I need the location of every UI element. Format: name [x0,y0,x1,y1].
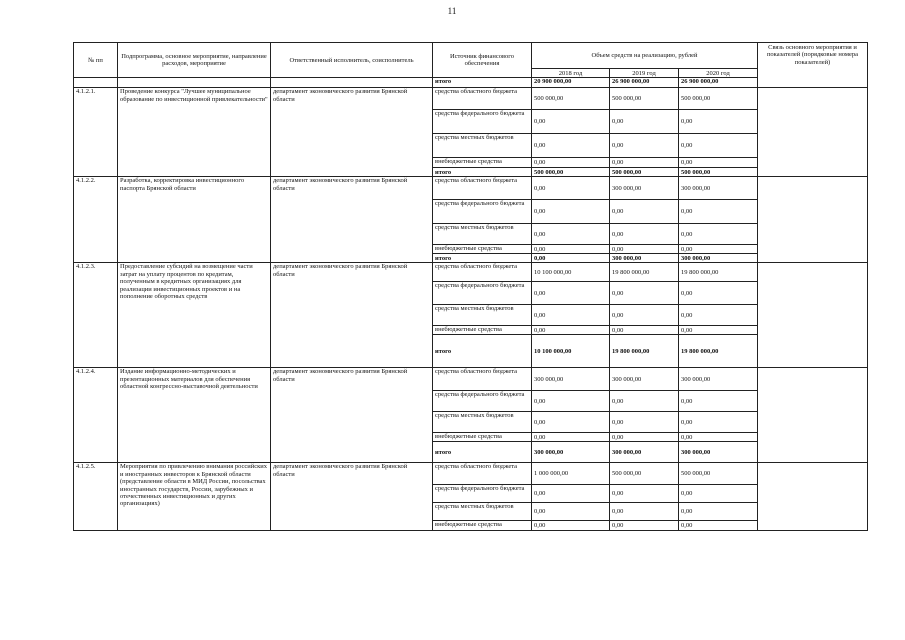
value-2020: 0,00 [679,110,758,134]
section-total-2020: 19 800 000,00 [679,335,758,368]
value-2018: 0,00 [532,521,610,531]
item-title: Разработка, корректировка инвестиционного паспорта Брянской области [118,177,271,263]
value-2018: 1 000 000,00 [532,463,610,485]
grand-total-2018: 20 900 000,00 [532,78,610,88]
value-2020: 0,00 [679,521,758,531]
value-2019: 300 000,00 [610,177,679,200]
funding-source: внебюджетные средства [433,245,532,254]
value-2019: 0,00 [610,158,679,168]
col-header-executor: Ответственный исполнитель, соисполнитель [271,43,433,78]
section-total-label: итого [433,335,532,368]
value-2020: 0,00 [679,245,758,254]
value-2018: 300 000,00 [532,368,610,391]
value-2018: 0,00 [532,282,610,305]
page-number: 11 [447,6,457,16]
col-header-subprogram: Подпрограмма, основное мероприятие, направление расходов, мероприятие [118,43,271,78]
value-2020: 0,00 [679,412,758,433]
funding-source: средства федерального бюджета [433,200,532,224]
section-total-label: итого [433,254,532,263]
value-2018: 0,00 [532,326,610,335]
value-2020: 0,00 [679,305,758,326]
grand-total-label: итого [433,78,532,88]
item-link [758,463,868,531]
value-2018: 0,00 [532,391,610,412]
section-total-2019: 19 800 000,00 [610,335,679,368]
value-2019: 0,00 [610,224,679,245]
value-2018: 0,00 [532,503,610,521]
value-2019: 0,00 [610,503,679,521]
funding-source: средства местных бюджетов [433,224,532,245]
value-2018: 0,00 [532,224,610,245]
value-2019: 0,00 [610,391,679,412]
value-2018: 0,00 [532,485,610,503]
col-header-year-2019: 2019 год [610,69,679,78]
value-2020: 500 000,00 [679,463,758,485]
grand-total-2019: 26 900 000,00 [610,78,679,88]
table-row [74,368,868,391]
value-2020: 0,00 [679,224,758,245]
item-link [758,177,868,263]
value-2018: 0,00 [532,177,610,200]
funding-source: внебюджетные средства [433,521,532,531]
section-total-label: итого [433,168,532,177]
value-2018: 0,00 [532,110,610,134]
value-2019: 500 000,00 [610,88,679,110]
value-2018: 0,00 [532,158,610,168]
item-number: 4.1.2.5. [74,463,118,531]
grand-total-row [74,78,868,88]
value-2020: 0,00 [679,391,758,412]
col-header-link: Связь основного мероприятия и показателей (порядковые номера показателей) [758,43,868,88]
item-title: Проведение конкурса "Лучшее муниципальное образование по инвестиционной привлекательности" [118,88,271,177]
grand-total-2020: 26 900 000,00 [679,78,758,88]
item-link [758,88,868,177]
value-2019: 500 000,00 [610,463,679,485]
section-total-2020: 500 000,00 [679,168,758,177]
value-2020: 0,00 [679,282,758,305]
table-row [74,463,868,485]
col-header-volume: Объем средств на реализацию, рублей [532,43,758,69]
section-total-label: итого [433,442,532,463]
value-2019: 0,00 [610,521,679,531]
value-2018: 0,00 [532,305,610,326]
section-total-2018: 300 000,00 [532,442,610,463]
value-2018: 0,00 [532,245,610,254]
funding-source: средства местных бюджетов [433,134,532,158]
item-title: Предоставление субсидий на возмещение части затрат на уплату процентов по кредитам, полученным в кредитных организациях для реализации инвестиционных проектов и на пополнение оборотных средств [118,263,271,368]
funding-source: средства областного бюджета [433,368,532,391]
item-executor: департамент экономического развития Брянской области [271,263,433,368]
value-2019: 0,00 [610,433,679,442]
item-link [758,263,868,368]
section-total-2020: 300 000,00 [679,442,758,463]
funding-source: средства областного бюджета [433,177,532,200]
item-executor: департамент экономического развития Брянской области [271,368,433,463]
col-header-year-2018: 2018 год [532,69,610,78]
value-2019: 0,00 [610,326,679,335]
funding-source: средства областного бюджета [433,263,532,282]
value-2020: 0,00 [679,134,758,158]
table-row [74,177,868,200]
item-number: 4.1.2.4. [74,368,118,463]
funding-source: средства местных бюджетов [433,503,532,521]
funding-source: средства федерального бюджета [433,282,532,305]
funding-table [73,42,868,531]
value-2018: 0,00 [532,200,610,224]
item-title: Мероприятия по привлечению внимания российских и иностранных инвесторов к Брянской области (представление области в МИД России, посольствах иностранных государств, России, зарубежных и отечественных инвестиционных и других организациях) [118,463,271,531]
value-2019: 0,00 [610,412,679,433]
funding-source: внебюджетные средства [433,158,532,168]
item-number: 4.1.2.3. [74,263,118,368]
funding-source: внебюджетные средства [433,433,532,442]
item-title: Издание информационно-методических и презентационных материалов для обеспечения областной конгрессно-выставочной деятельности [118,368,271,463]
funding-source: средства местных бюджетов [433,412,532,433]
value-2020: 300 000,00 [679,177,758,200]
funding-source: средства областного бюджета [433,88,532,110]
item-number: 4.1.2.1. [74,88,118,177]
section-total-2018: 10 100 000,00 [532,335,610,368]
value-2020: 500 000,00 [679,88,758,110]
item-number: 4.1.2.2. [74,177,118,263]
col-header-year-2020: 2020 год [679,69,758,78]
item-executor: департамент экономического развития Брянской области [271,88,433,177]
value-2020: 19 800 000,00 [679,263,758,282]
value-2019: 0,00 [610,245,679,254]
section-total-2019: 500 000,00 [610,168,679,177]
value-2020: 0,00 [679,503,758,521]
item-executor: департамент экономического развития Брянской области [271,463,433,531]
table-row [74,263,868,282]
funding-source: средства федерального бюджета [433,485,532,503]
col-header-num: № пп [74,43,118,78]
value-2020: 0,00 [679,433,758,442]
value-2020: 0,00 [679,485,758,503]
section-total-2018: 0,00 [532,254,610,263]
value-2019: 19 800 000,00 [610,263,679,282]
funding-source: средства областного бюджета [433,463,532,485]
value-2019: 0,00 [610,110,679,134]
table-row [74,88,868,110]
section-total-2020: 300 000,00 [679,254,758,263]
item-executor: департамент экономического развития Брянской области [271,177,433,263]
value-2019: 300 000,00 [610,368,679,391]
value-2020: 0,00 [679,326,758,335]
value-2018: 500 000,00 [532,88,610,110]
funding-source: средства федерального бюджета [433,110,532,134]
value-2020: 300 000,00 [679,368,758,391]
value-2019: 0,00 [610,134,679,158]
value-2019: 0,00 [610,305,679,326]
value-2018: 0,00 [532,433,610,442]
value-2020: 0,00 [679,200,758,224]
section-total-2018: 500 000,00 [532,168,610,177]
col-header-source: Источник финансового обеспечения [433,43,532,78]
item-link [758,368,868,463]
section-total-2019: 300 000,00 [610,254,679,263]
value-2019: 0,00 [610,200,679,224]
funding-source: средства федерального бюджета [433,391,532,412]
value-2018: 10 100 000,00 [532,263,610,282]
value-2019: 0,00 [610,282,679,305]
value-2019: 0,00 [610,485,679,503]
value-2020: 0,00 [679,158,758,168]
section-total-2019: 300 000,00 [610,442,679,463]
value-2018: 0,00 [532,412,610,433]
funding-source: средства местных бюджетов [433,305,532,326]
value-2018: 0,00 [532,134,610,158]
funding-source: внебюджетные средства [433,326,532,335]
